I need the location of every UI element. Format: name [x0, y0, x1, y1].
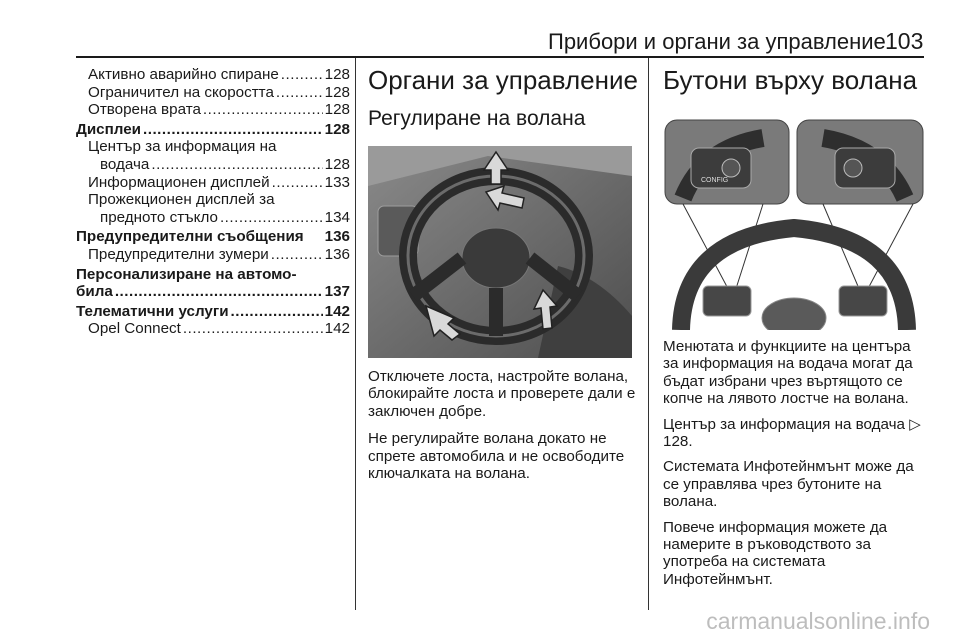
toc-entry-title: Предупредителни съобщения [76, 228, 304, 246]
toc-entry[interactable] [76, 283, 350, 301]
toc-entry[interactable] [76, 320, 350, 338]
page-number: 103 [885, 28, 924, 54]
toc-leader-dots [183, 320, 323, 338]
section-heading: Органи за управление [368, 65, 638, 95]
toc-entry[interactable] [76, 66, 350, 84]
subsection-heading: Регулиране на волана [368, 107, 586, 130]
toc-entry-title: Предупредителни зумери [88, 245, 269, 263]
toc-entry[interactable] [76, 246, 350, 264]
paragraph: Повече информация можете да намерите в ръководството за употреба на системата Инфотейнмънт. [663, 518, 888, 588]
paragraph: Център за информация на водача ▷ 128. [663, 415, 921, 451]
steering-buttons-figure [663, 118, 925, 330]
header-rule [76, 56, 924, 58]
toc-entry-title: Opel Connect [88, 320, 181, 338]
toc-leader-dots [220, 209, 323, 227]
toc-entry-title: Телематични услуги [76, 302, 229, 320]
page-header-title: Прибори и органи за управление [548, 29, 886, 54]
toc-entry-title: Център за информация на [88, 138, 277, 156]
toc-entry[interactable] [76, 191, 350, 209]
toc-page-number: 134 [324, 208, 350, 226]
toc-page-number: 128 [324, 83, 350, 101]
toc-entry-title: предното стъкло [100, 208, 218, 226]
toc-entry[interactable] [76, 266, 350, 284]
toc-leader-dots [271, 246, 323, 264]
toc-page-number: 137 [324, 283, 350, 301]
toc-entry-title: Прожекционен дисплей за [88, 191, 275, 209]
toc-page-number: 136 [324, 228, 350, 246]
paragraph: Системата Инфотейнмънт може да се управлява чрез бутоните на волана. [663, 458, 914, 511]
toc-entry[interactable] [76, 209, 350, 227]
toc-page-number: 133 [324, 173, 350, 191]
toc-entry-title: Информационен дисплей [88, 173, 270, 191]
toc-leader-dots [115, 283, 323, 301]
paragraph: Менютата и функциите на центъра за информация на водача могат да бъдат избрани чрез въртящото се копче на лявото лостче на волана. [663, 338, 913, 408]
middle-column [368, 64, 636, 482]
toc-page-number: 128 [324, 120, 350, 138]
paragraph: Не регулирайте волана докато не спрете автомобила и не освободите ключалката на волана. [368, 430, 625, 483]
toc-entry-title: Ограничител на скоростта [88, 83, 274, 101]
toc-page-number: 136 [324, 245, 350, 263]
toc-entry-title: Дисплеи [76, 120, 142, 138]
right-column [663, 64, 927, 588]
toc-leader-dots [151, 156, 322, 174]
toc-page-number: 142 [324, 302, 350, 320]
steering-wheel-illustration [368, 146, 632, 358]
toc-page-number: 142 [324, 320, 350, 338]
toc-leader-dots [231, 303, 323, 321]
toc-entry[interactable] [76, 101, 350, 119]
toc-page-number: 128 [324, 66, 350, 83]
toc-entry[interactable] [76, 228, 350, 246]
toc-page-number: 128 [324, 101, 350, 119]
toc-entry[interactable] [76, 84, 350, 102]
toc-leader-dots [143, 121, 323, 139]
column-divider [648, 58, 649, 610]
toc-entry[interactable] [76, 156, 350, 174]
toc-entry[interactable] [76, 121, 350, 139]
toc-entry-title: била [76, 283, 113, 301]
toc-page-number: 128 [324, 155, 350, 173]
watermark: carmanualsonline.info [706, 608, 930, 634]
toc-entry[interactable] [76, 138, 350, 156]
paragraph: Отключете лоста, настройте волана, блокирайте лоста и проверете дали е заключен добре. [368, 368, 636, 420]
toc-leader-dots [276, 84, 323, 102]
toc-entry[interactable] [76, 303, 350, 321]
toc-entry-title: Активно аварийно спиране [88, 66, 279, 83]
toc-entry-title: водача [100, 155, 150, 173]
toc-leader-dots [203, 101, 323, 119]
toc-leader-dots [281, 66, 323, 84]
toc-entry-title: Отворена врата [88, 101, 201, 119]
toc-leader-dots [272, 174, 323, 192]
config-button-label: CONFIG [701, 177, 729, 184]
steering-adjustment-figure [368, 146, 632, 358]
column-divider [355, 58, 356, 610]
toc-entry[interactable] [76, 174, 350, 192]
table-of-contents [76, 66, 350, 338]
steering-buttons-illustration [663, 118, 925, 330]
section-heading: Бутони върху волана [663, 65, 918, 95]
toc-entry-title: Персонализиране на автомо- [76, 265, 297, 283]
